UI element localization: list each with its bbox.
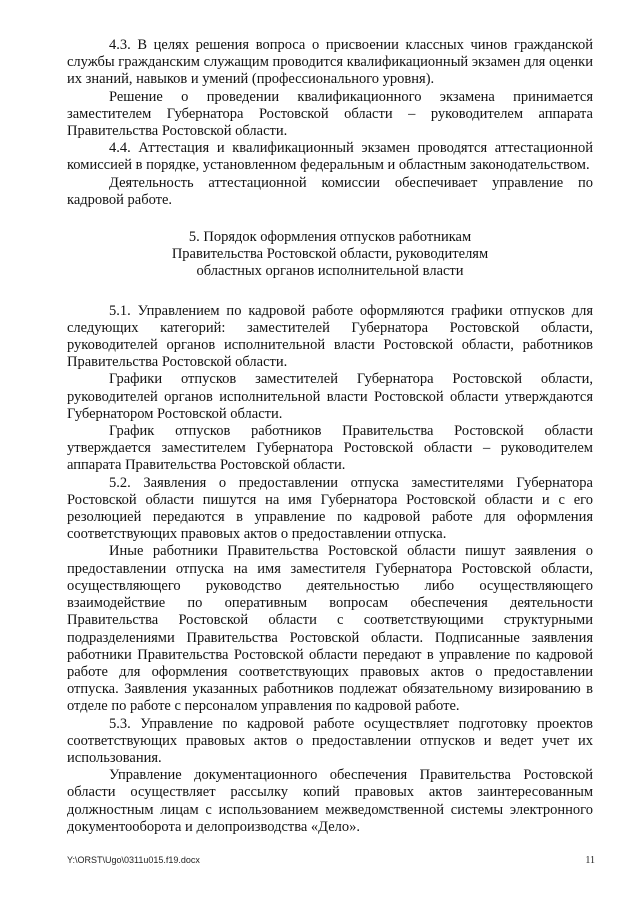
footer-file-path: Y:\ORST\Ugo\0311u015.f19.docx [67, 855, 200, 865]
footer-page-number: 11 [585, 855, 595, 866]
heading-line-2: Правительства Ростовской области, руководителям [171, 246, 489, 263]
heading-line-1: 5. Порядок оформления отпусков работникам [188, 229, 472, 246]
paragraph-5-2: 5.2. Заявления о предоставлении отпуска заместителями Губернатора Ростовской области пишутся на имя Губернатора Ростовской области и с его резолюцией передаются в управление по кадровой работе для оформления соответствующих правовых актов о предоставлении отпуска. [67, 474, 593, 543]
paragraph-schedule-employees: График отпусков работников Правительства Ростовской области утверждается заместителем Губернатора Ростовской области – руководителем аппарата Правительства Ростовской области. [67, 423, 593, 474]
paragraph-commission-activity: Деятельность аттестационной комиссии обеспечивает управление по кадровой работе. [67, 174, 593, 208]
paragraph-4-3: 4.3. В целях решения вопроса о присвоении классных чинов гражданской службы гражданским служащим проводится квалификационный экзамен для оценки их знаний, навыков и умений (профессионального уровня). [67, 37, 593, 88]
paragraph-schedules-deputies: Графики отпусков заместителей Губернатора Ростовской области, руководителей органов исполнительной власти Ростовской области утверждаются Губернатором Ростовской области. [67, 371, 593, 422]
document-body [67, 37, 593, 836]
paragraph-5-3: 5.3. Управление по кадровой работе осуществляет подготовку проектов соответствующих правовых актов о предоставлении отпусков и ведет учет их использования. [67, 715, 593, 766]
paragraph-other-employees: Иные работники Правительства Ростовской области пишут заявления о предоставлении отпуска на имя заместителя Губернатора Ростовской области, осуществляющего руководство деятельностью либо осуществляющего взаимодействие по оперативным вопросам обеспечения деятельности Правительства Ростовской области с соответствующими структурными подразделениями Правительства Ростовской области. Подписанные заявления работники Правительства Ростовской области передают в управление по кадровой работе для оформления соответствующих правовых актов о предоставлении отпуска. Заявления указанных работников подлежат обязательному визированию в отделе по работе с персоналом управления по кадровой работе. [67, 543, 593, 715]
section-5-heading [67, 229, 593, 281]
paragraph-5-1: 5.1. Управлением по кадровой работе оформляются графики отпусков для следующих категорий: заместителей Губернатора Ростовской области, руководителей органов исполнительной власти Ростовской области, работников Правительства Ростовской области. [67, 302, 593, 371]
paragraph-4-4: 4.4. Аттестация и квалификационный экзамен проводятся аттестационной комиссией в порядке, установленном федеральным и областным законодательством. [67, 140, 593, 174]
paragraph-document-distribution: Управление документационного обеспечения Правительства Ростовской области осуществляет рассылку копий правовых актов заинтересованным должностным лицам с использованием межведомственной системы электронного документооборота и делопроизводства «Дело». [67, 767, 593, 835]
heading-line-3: областных органов исполнительной власти [196, 263, 464, 280]
paragraph-exam-decision: Решение о проведении квалификационного экзамена принимается заместителем Губернатора Ростовской области – руководителем аппарата Правительства Ростовской области. [67, 88, 593, 140]
